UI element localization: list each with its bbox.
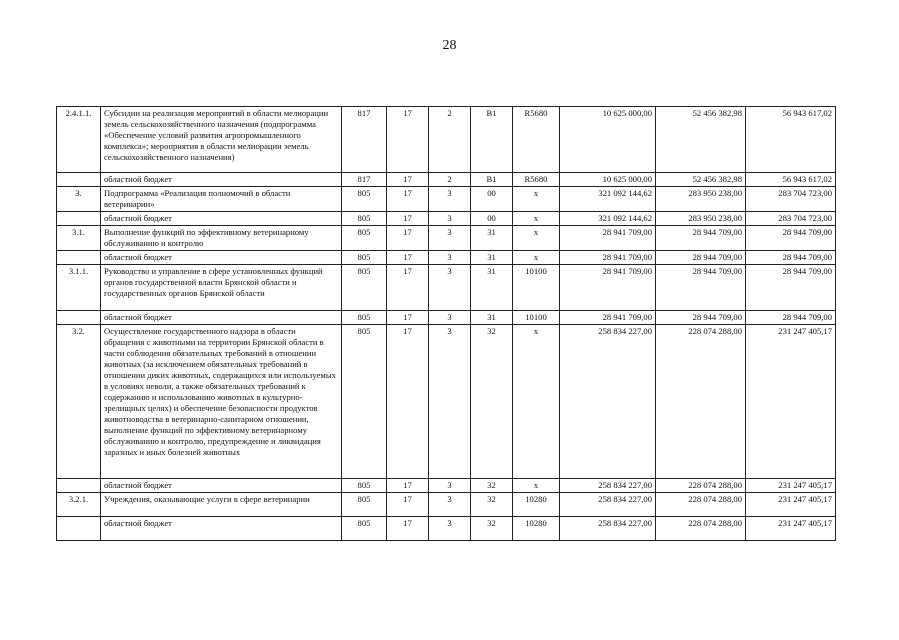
code-cell: 10280 <box>513 517 560 541</box>
code-cell: 3 <box>429 212 471 226</box>
table-row <box>57 325 836 479</box>
table-row <box>57 265 836 311</box>
amount-cell: 258 834 227,00 <box>560 493 656 517</box>
row-name-cell: Учреждения, оказывающие услуги в сфере ветеринарии <box>101 493 342 517</box>
code-cell: 805 <box>342 187 387 212</box>
amount-cell: 52 456 382,98 <box>656 107 746 173</box>
amount-cell: 258 834 227,00 <box>560 517 656 541</box>
code-cell: х <box>513 251 560 265</box>
table-row <box>57 107 836 173</box>
code-cell: 805 <box>342 265 387 311</box>
code-cell: 17 <box>387 226 429 251</box>
code-cell: R5680 <box>513 107 560 173</box>
row-name-cell: областной бюджет <box>101 212 342 226</box>
table-row <box>57 493 836 517</box>
row-name-cell: областной бюджет <box>101 251 342 265</box>
amount-cell: 258 834 227,00 <box>560 325 656 479</box>
code-cell: 3 <box>429 265 471 311</box>
code-cell: В1 <box>471 107 513 173</box>
budget-table <box>56 106 836 541</box>
code-cell: 10100 <box>513 265 560 311</box>
code-cell: 17 <box>387 173 429 187</box>
amount-cell: 283 704 723,00 <box>746 212 836 226</box>
code-cell: 805 <box>342 493 387 517</box>
amount-cell: 228 074 288,00 <box>656 325 746 479</box>
amount-cell: 56 943 617,02 <box>746 173 836 187</box>
row-number-cell <box>57 517 101 541</box>
code-cell: 3 <box>429 325 471 479</box>
code-cell: 2 <box>429 107 471 173</box>
code-cell: 32 <box>471 517 513 541</box>
amount-cell: 28 944 709,00 <box>656 311 746 325</box>
code-cell: х <box>513 212 560 226</box>
amount-cell: 28 944 709,00 <box>746 226 836 251</box>
code-cell: 817 <box>342 107 387 173</box>
code-cell: 3 <box>429 311 471 325</box>
code-cell: 31 <box>471 251 513 265</box>
code-cell: 31 <box>471 311 513 325</box>
code-cell: 805 <box>342 212 387 226</box>
code-cell: 3 <box>429 226 471 251</box>
amount-cell: 321 092 144,62 <box>560 187 656 212</box>
code-cell: 17 <box>387 325 429 479</box>
amount-cell: 231 247 405,17 <box>746 325 836 479</box>
table-row <box>57 517 836 541</box>
table-row <box>57 479 836 493</box>
scan-artifact: ` <box>744 152 747 161</box>
amount-cell: 231 247 405,17 <box>746 517 836 541</box>
amount-cell: 28 941 709,00 <box>560 311 656 325</box>
amount-cell: 283 704 723,00 <box>746 187 836 212</box>
amount-cell: 56 943 617,02 <box>746 107 836 173</box>
amount-cell: 283 950 238,00 <box>656 187 746 212</box>
row-name-cell: Субсидии на реализация мероприятий в области мелиорации земель сельскохозяйственного назначения (подпрограмма «Обеспечение условий развития агропромышленного комплекса»; мероприятия в области мелиорации земель сельскохозяйственного назначения) <box>101 107 342 173</box>
code-cell: 805 <box>342 311 387 325</box>
code-cell: 805 <box>342 479 387 493</box>
row-number-cell <box>57 479 101 493</box>
amount-cell: 28 944 709,00 <box>656 226 746 251</box>
row-number-cell: 3.1. <box>57 226 101 251</box>
code-cell: 3 <box>429 251 471 265</box>
code-cell: 805 <box>342 226 387 251</box>
code-cell: 805 <box>342 251 387 265</box>
amount-cell: 28 944 709,00 <box>746 251 836 265</box>
row-number-cell: 3.2.1. <box>57 493 101 517</box>
table-row <box>57 251 836 265</box>
amount-cell: 258 834 227,00 <box>560 479 656 493</box>
code-cell: 17 <box>387 251 429 265</box>
code-cell: 32 <box>471 493 513 517</box>
code-cell: х <box>513 479 560 493</box>
table-row <box>57 212 836 226</box>
code-cell: 17 <box>387 212 429 226</box>
amount-cell: 231 247 405,17 <box>746 479 836 493</box>
row-number-cell: 3.1.1. <box>57 265 101 311</box>
code-cell: 17 <box>387 265 429 311</box>
code-cell: х <box>513 325 560 479</box>
code-cell: 10280 <box>513 493 560 517</box>
amount-cell: 28 944 709,00 <box>656 251 746 265</box>
row-name-cell: Подпрограмма «Реализация полномочий в области ветеринарии» <box>101 187 342 212</box>
row-name-cell: областной бюджет <box>101 173 342 187</box>
row-name-cell: областной бюджет <box>101 517 342 541</box>
table-row <box>57 311 836 325</box>
code-cell: 17 <box>387 479 429 493</box>
code-cell: 3 <box>429 479 471 493</box>
code-cell: 17 <box>387 311 429 325</box>
amount-cell: 228 074 288,00 <box>656 479 746 493</box>
amount-cell: 228 074 288,00 <box>656 493 746 517</box>
amount-cell: 231 247 405,17 <box>746 493 836 517</box>
code-cell: х <box>513 187 560 212</box>
code-cell: 805 <box>342 517 387 541</box>
row-name-cell: Выполнение функций по эффективному ветеринарному обслуживанию и контролю <box>101 226 342 251</box>
amount-cell: 28 944 709,00 <box>656 265 746 311</box>
amount-cell: 28 941 709,00 <box>560 251 656 265</box>
amount-cell: 321 092 144,62 <box>560 212 656 226</box>
page-number: 28 <box>442 38 457 53</box>
table-row <box>57 226 836 251</box>
code-cell: 2 <box>429 173 471 187</box>
code-cell: 17 <box>387 517 429 541</box>
code-cell: 3 <box>429 517 471 541</box>
code-cell: 3 <box>429 493 471 517</box>
code-cell: 32 <box>471 479 513 493</box>
amount-cell: 28 944 709,00 <box>746 311 836 325</box>
code-cell: 17 <box>387 187 429 212</box>
amount-cell: 28 941 709,00 <box>560 226 656 251</box>
code-cell: 00 <box>471 187 513 212</box>
code-cell: 17 <box>387 493 429 517</box>
table-row <box>57 187 836 212</box>
code-cell: R5680 <box>513 173 560 187</box>
amount-cell: 10 625 000,00 <box>560 107 656 173</box>
row-name-cell: Руководство и управление в сфере установленных функций органов государственной власти Брянской области и государственных органов Брянской области <box>101 265 342 311</box>
row-number-cell: 3.2. <box>57 325 101 479</box>
code-cell: 10100 <box>513 311 560 325</box>
table-row <box>57 173 836 187</box>
amount-cell: 52 456 382,98 <box>656 173 746 187</box>
row-number-cell: 3. <box>57 187 101 212</box>
row-name-cell: областной бюджет <box>101 311 342 325</box>
row-number-cell <box>57 173 101 187</box>
amount-cell: 28 941 709,00 <box>560 265 656 311</box>
amount-cell: 228 074 288,00 <box>656 517 746 541</box>
row-number-cell: 2.4.1.1. <box>57 107 101 173</box>
row-name-cell: областной бюджет <box>101 479 342 493</box>
code-cell: х <box>513 226 560 251</box>
row-number-cell <box>57 251 101 265</box>
amount-cell: 28 944 709,00 <box>746 265 836 311</box>
code-cell: 805 <box>342 325 387 479</box>
row-number-cell <box>57 311 101 325</box>
row-name-cell: Осуществление государственного надзора в области обращения с животными на территории Брянской области в части соблюдения обязательных требований в отношении животных (за исключением обязательных требований в отношении диких животных, содержащихся или используемых в условиях неволи, а также обязательных требований к содержанию и использованию животных в культурно-зрелищных целях) и обеспечение безопасности продуктов животноводства в ветеринарно-санитарном отношении, выполнение функций по эффективному ветеринарному обслуживанию и контролю, предупреждение и ликвидация заразных и иных болезней животных <box>101 325 342 479</box>
row-number-cell <box>57 212 101 226</box>
code-cell: 32 <box>471 325 513 479</box>
code-cell: В1 <box>471 173 513 187</box>
code-cell: 00 <box>471 212 513 226</box>
code-cell: 17 <box>387 107 429 173</box>
amount-cell: 283 950 238,00 <box>656 212 746 226</box>
budget-table-body <box>57 107 836 541</box>
code-cell: 31 <box>471 226 513 251</box>
amount-cell: 10 625 000,00 <box>560 173 656 187</box>
code-cell: 817 <box>342 173 387 187</box>
code-cell: 3 <box>429 187 471 212</box>
code-cell: 31 <box>471 265 513 311</box>
